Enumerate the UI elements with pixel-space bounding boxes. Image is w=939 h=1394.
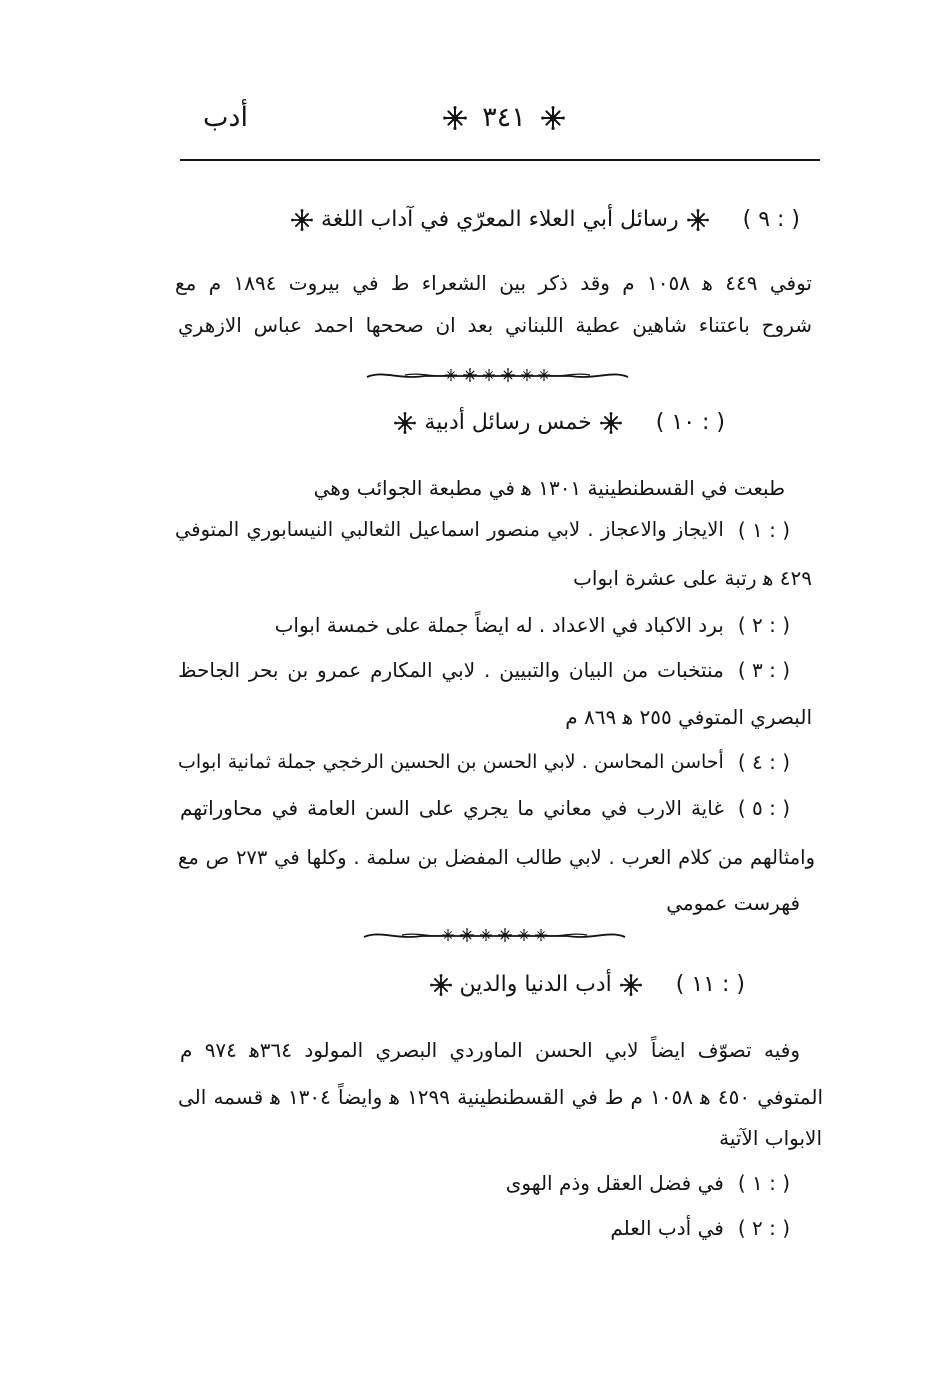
list-item bbox=[178, 745, 790, 779]
list-item bbox=[180, 791, 790, 825]
entry-body-line bbox=[314, 471, 785, 505]
ornament-icon bbox=[620, 974, 642, 996]
entry-title: رسائل أبي العلاء المعرّي في آداب اللغة bbox=[321, 207, 679, 232]
running-title: أدب bbox=[203, 102, 248, 133]
page-number: ٣٤١ bbox=[482, 102, 526, 133]
item-text: البصري المتوفي ٢٥٥ ﻫ ٨٦٩ م bbox=[565, 705, 812, 729]
header-rule bbox=[180, 159, 820, 161]
item-number: ( ١ : ) bbox=[737, 518, 790, 542]
entry-heading bbox=[422, 968, 746, 1002]
item-number: ( ٣ : ) bbox=[737, 658, 790, 682]
list-item-continuation bbox=[573, 561, 812, 595]
body-text: وفيه تصوّف ايضاً لابي الحسن الماوردي البصري المولود ٣٦٤ﻫ ٩٧٤ م bbox=[180, 1038, 800, 1062]
item-number: ( ٢ : ) bbox=[737, 613, 790, 637]
ornament-icon bbox=[394, 412, 416, 434]
ornament-icon bbox=[430, 974, 452, 996]
entry-body-line bbox=[178, 308, 812, 342]
body-text: المتوفي ٤٥٠ ﻫ ١٠٥٨ م ط في القسطنطينية ١٢٩٩ ﻫ وايضاً ١٣٠٤ ﻫ قسمه الى bbox=[178, 1085, 823, 1109]
ornament-icon bbox=[600, 412, 622, 434]
item-text: فهرست عمومي bbox=[666, 891, 800, 915]
item-number: ( ٤ : ) bbox=[737, 750, 790, 774]
ornament-icon bbox=[443, 106, 467, 130]
entry-body-line bbox=[719, 1121, 822, 1155]
body-text: الابواب الآتية bbox=[719, 1126, 822, 1150]
entry-body-line bbox=[180, 1033, 800, 1067]
ornament-icon bbox=[687, 209, 709, 231]
list-item-continuation bbox=[178, 841, 815, 875]
ornamental-divider bbox=[365, 365, 630, 385]
entry-title: خمس رسائل أدبية bbox=[424, 410, 592, 435]
list-item-continuation bbox=[565, 700, 812, 734]
body-text: طبعت في القسطنطينية ١٣٠١ ﻫ في مطبعة الجوائب وهي bbox=[313, 476, 785, 500]
list-item bbox=[178, 653, 790, 687]
list-item bbox=[175, 513, 790, 547]
entry-title: أدب الدنيا والدين bbox=[459, 972, 612, 997]
item-text: وامثالهم من كلام العرب . لابي طالب المفضل بن سلمة . وكلها في ٢٧٣ ص مع bbox=[178, 846, 815, 869]
list-item-continuation bbox=[666, 886, 800, 920]
page-number-group bbox=[443, 100, 565, 136]
item-text: منتخبات من البيان والتبيين . لابي المكارم عمرو بن بحر الجاحظ bbox=[178, 658, 724, 682]
item-number: ( ١ : ) bbox=[737, 1171, 790, 1195]
item-text: ٤٢٩ ﻫ رتبة على عشرة ابواب bbox=[573, 566, 812, 590]
list-item bbox=[275, 608, 790, 642]
list-item bbox=[610, 1211, 790, 1245]
body-text: توفي ٤٤٩ ﻫ ١٠٥٨ م وقد ذكر بين الشعراء ط في بيروت ١٨٩٤ م مع bbox=[175, 271, 812, 295]
item-text: في فضل العقل وذم الهوى bbox=[505, 1171, 724, 1195]
item-text: برد الاكباد في الاعداد . له ايضاً جملة على خمسة ابواب bbox=[274, 613, 724, 637]
item-text: أحاسن المحاسن . لابي الحسن بن الحسين الرخجي جملة ثمانية ابواب bbox=[178, 751, 724, 773]
item-text: الايجاز والاعجاز . لابي منصور اسماعيل الثعالبي النيسابوري المتوفي bbox=[175, 518, 724, 541]
entry-number: ( ١١ : ) bbox=[675, 972, 745, 997]
entry-body-line bbox=[178, 1080, 823, 1114]
entry-number: ( ٩ : ) bbox=[742, 207, 800, 232]
ornament-icon bbox=[541, 106, 565, 130]
ornamental-divider bbox=[362, 925, 627, 945]
entry-number: ( ١٠ : ) bbox=[655, 410, 725, 435]
item-text: غاية الارب في معاني ما يجري على السن العامة في محاوراتهم bbox=[180, 796, 724, 820]
item-number: ( ٢ : ) bbox=[737, 1216, 790, 1240]
list-item bbox=[506, 1166, 790, 1200]
ornament-icon bbox=[291, 209, 313, 231]
entry-body-line bbox=[175, 266, 812, 300]
item-number: ( ٥ : ) bbox=[737, 796, 790, 820]
entry-heading bbox=[386, 406, 725, 440]
entry-heading bbox=[283, 203, 800, 237]
item-text: في أدب العلم bbox=[610, 1216, 724, 1240]
body-text: شروح باعتناء شاهين عطية اللبناني بعد ان صححها احمد عباس الازهري bbox=[178, 313, 812, 337]
